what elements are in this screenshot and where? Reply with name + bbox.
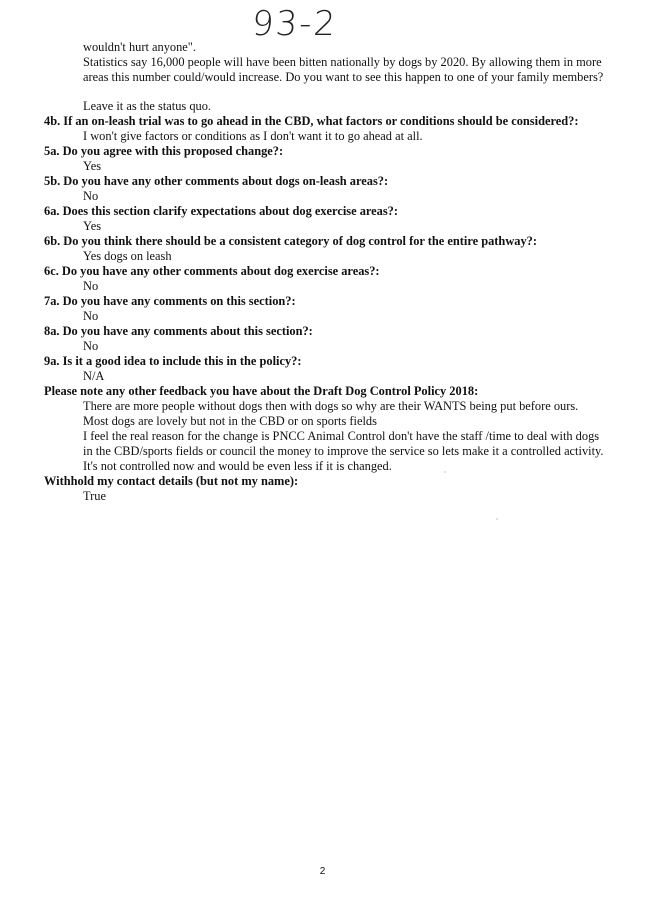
feedback-paragraph-2: I feel the real reason for the change is PNCC Animal Control don't have the staff /time to deal with dogs in the CBD/sports fields or council the money to improve the service so lets make it a controlled activity. It's not controlled now and would be even less if it is changed.	[83, 429, 604, 473]
handwritten-reference-number: 93-2	[250, 4, 339, 44]
answer-4b: I won't give factors or conditions as I don't want it to go ahead at all.	[83, 129, 423, 143]
document-body	[44, 40, 604, 504]
question-6c: 6c. Do you have any other comments about dog exercise areas?:	[44, 264, 380, 278]
answer-5a: Yes	[83, 159, 102, 173]
question-6b: 6b. Do you think there should be a consistent category of dog control for the entire pathway?:	[44, 234, 537, 248]
intro-quote-end: wouldn't hurt anyone".	[83, 40, 196, 54]
question-5a: 5a. Do you agree with this proposed change?:	[44, 144, 284, 158]
scan-speck	[496, 518, 498, 520]
withhold-question: Withhold my contact details (but not my name):	[44, 474, 299, 488]
intro-statistics: Statistics say 16,000 people will have been bitten nationally by dogs by 2020. By allowing them in more areas this number could/would increase. Do you want to see this happen to one of your family members?	[83, 55, 604, 84]
question-9a: 9a. Is it a good idea to include this in the policy?:	[44, 354, 302, 368]
question-5b: 5b. Do you have any other comments about dogs on-leash areas?:	[44, 174, 389, 188]
question-8a: 8a. Do you have any comments about this section?:	[44, 324, 313, 338]
answer-6b: Yes dogs on leash	[83, 249, 172, 263]
intro-status-quo: Leave it as the status quo.	[83, 99, 212, 113]
answer-9a: N/A	[83, 369, 105, 383]
feedback-paragraph-1: There are more people without dogs then with dogs so why are their WANTS being put before ours. Most dogs are lovely but not in the CBD or on sports fields	[83, 399, 579, 428]
answer-7a: No	[83, 309, 99, 323]
answer-6c: No	[83, 279, 99, 293]
answer-6a: Yes	[83, 219, 102, 233]
withhold-answer: True	[83, 489, 106, 503]
page-number: 2	[319, 866, 326, 877]
answer-8a: No	[83, 339, 99, 353]
question-4b: 4b. If an on-leash trial was to go ahead in the CBD, what factors or conditions should be considered?:	[44, 114, 579, 128]
feedback-question: Please note any other feedback you have about the Draft Dog Control Policy 2018:	[44, 384, 479, 398]
paragraph-gap	[44, 85, 604, 99]
answer-5b: No	[83, 189, 99, 203]
question-6a: 6a. Does this section clarify expectations about dog exercise areas?:	[44, 204, 398, 218]
question-7a: 7a. Do you have any comments on this section?:	[44, 294, 296, 308]
scan-speck	[444, 471, 446, 473]
